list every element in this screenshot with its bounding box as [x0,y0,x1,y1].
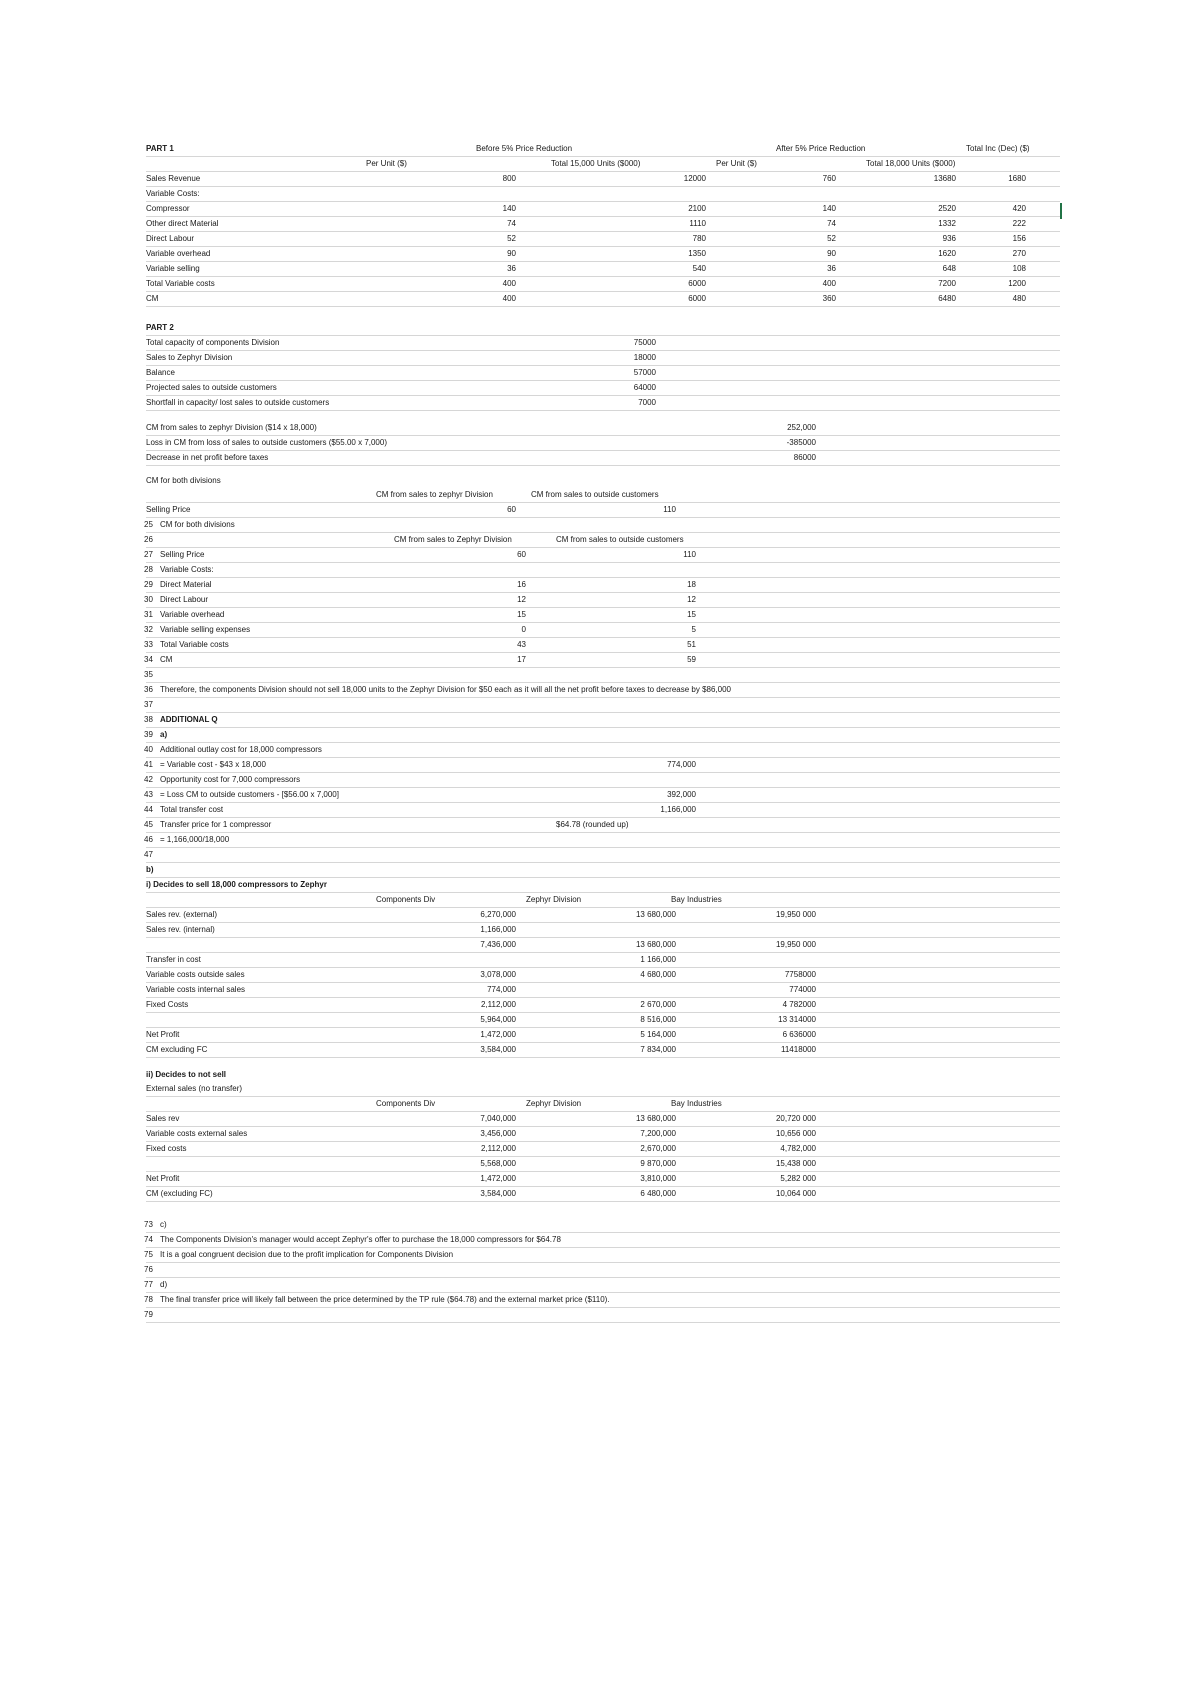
value-cell[interactable]: 19,950 000 [775,940,816,949]
row-number[interactable]: 42 [144,775,153,784]
row-label[interactable]: Decrease in net profit before taxes [146,453,269,462]
row-label[interactable]: Shortfall in capacity/ lost sales to outside customers [146,398,330,407]
value-cell[interactable]: 11418000 [781,1045,816,1054]
value-cell[interactable]: 90 [827,249,836,258]
value-cell[interactable]: 18000 [633,353,656,362]
row-number[interactable]: 33 [144,640,153,649]
row-label[interactable]: Balance [146,368,175,377]
value-cell[interactable]: 270 [1012,249,1026,258]
value-cell[interactable]: 7758000 [784,970,816,979]
value-cell[interactable]: 1350 [688,249,706,258]
row-number[interactable]: 34 [144,655,153,664]
row-label[interactable]: Projected sales to outside customers [146,383,277,392]
sheet-row[interactable] [146,893,1060,908]
value-cell[interactable]: -385000 [786,438,816,447]
sheet-row[interactable] [146,593,1060,608]
sheet-row[interactable] [146,1068,1060,1082]
value-cell[interactable]: 3,584,000 [480,1189,516,1198]
sheet-row[interactable] [146,1263,1060,1278]
row-label[interactable]: Variable selling [146,264,200,273]
sheet-row[interactable] [146,1278,1060,1293]
row-label[interactable]: CM [160,655,173,664]
value-cell[interactable]: 0 [521,625,526,634]
partb-i-title[interactable]: i) Decides to sell 18,000 compressors to Zephyr [146,880,327,889]
value-cell[interactable]: 15 [687,610,696,619]
row-label[interactable]: Net Profit [146,1174,180,1183]
value-cell[interactable]: 110 [683,550,696,559]
value-cell[interactable]: 60 [507,505,516,514]
sheet-row[interactable] [146,1293,1060,1308]
division-header[interactable]: Bay Industries [671,895,722,904]
row-number[interactable]: 31 [144,610,153,619]
value-cell[interactable]: 7000 [638,398,656,407]
row-number[interactable]: 41 [144,760,153,769]
sheet-row[interactable] [146,351,1060,366]
sheet-row[interactable] [146,788,1060,803]
value-cell[interactable]: 420 [1012,204,1026,213]
value-cell[interactable]: 13 680,000 [635,1114,676,1123]
sheet-row[interactable] [146,488,1060,503]
value-cell[interactable]: 5 164,000 [640,1030,676,1039]
cell-cursor [1060,203,1062,219]
sheet-row[interactable] [146,232,1060,247]
value-cell[interactable]: 13 680,000 [635,910,676,919]
row-label[interactable]: Other direct Material [146,219,219,228]
partb-ii-title[interactable]: ii) Decides to not sell [146,1070,227,1079]
value-cell[interactable]: 392,000 [667,790,696,799]
sheet-row[interactable] [146,277,1060,292]
value-cell[interactable]: 52 [827,234,836,243]
subheader[interactable]: Per Unit ($) [366,159,407,168]
value-cell[interactable]: 774,000 [667,760,696,769]
value-cell[interactable]: 7,436,000 [480,940,516,949]
row-number[interactable]: 47 [144,850,153,859]
sheet-row[interactable] [146,451,1060,466]
value-cell[interactable]: 75000 [633,338,656,347]
row-number[interactable]: 76 [144,1265,153,1274]
value-cell[interactable]: 12 [517,595,526,604]
row-number[interactable]: 40 [144,745,153,754]
row-label[interactable]: CM (excluding FC) [146,1189,213,1198]
sheet-row[interactable] [146,336,1060,351]
value-cell[interactable]: 20,720 000 [775,1114,816,1123]
row-label[interactable]: a) [160,730,168,739]
subheader[interactable]: Total 18,000 Units ($000) [866,159,956,168]
row-text[interactable]: d) [160,1280,168,1289]
value-cell[interactable]: 60 [517,550,526,559]
sheet-row[interactable] [146,1248,1060,1263]
sheet-row[interactable] [146,202,1060,217]
row-number[interactable]: 44 [144,805,153,814]
row-label[interactable]: Sales rev [146,1114,180,1123]
sheet-row[interactable] [146,1112,1060,1127]
row-number[interactable]: 38 [144,715,153,724]
sheet-row[interactable] [146,863,1060,878]
row-text[interactable]: The Components Division's manager would accept Zephyr's offer to purchase the 18,000 compressors for $64.78 [160,1235,561,1244]
sheet-row[interactable] [146,381,1060,396]
value-cell[interactable]: 108 [1012,264,1026,273]
division-header[interactable]: Zephyr Division [526,895,582,904]
row-label[interactable]: Sales Revenue [146,174,201,183]
value-cell[interactable]: 780 [692,234,706,243]
value-cell[interactable]: 4 782000 [782,1000,816,1009]
row-label[interactable]: Variable selling expenses [160,625,251,634]
value-cell[interactable]: 140 [822,204,836,213]
row-number[interactable]: 25 [144,520,153,529]
row-text[interactable]: c) [160,1220,167,1229]
row-number[interactable]: 74 [144,1235,153,1244]
row-label[interactable]: CM for both divisions [160,520,235,529]
subheader[interactable]: Per Unit ($) [716,159,757,168]
row-number[interactable]: 30 [144,595,153,604]
row-label[interactable]: Direct Labour [160,595,209,604]
row-text[interactable]: It is a goal congruent decision due to the profit implication for Components Division [160,1250,454,1259]
row-label[interactable]: Direct Material [160,580,212,589]
header-after[interactable]: After 5% Price Reduction [776,144,866,153]
value-cell[interactable]: 400 [502,294,516,303]
sheet-row[interactable] [146,1308,1060,1323]
partb-title[interactable]: b) [146,865,154,874]
sheet-row[interactable] [146,923,1060,938]
value-cell[interactable]: 6 636000 [782,1030,816,1039]
sheet-row[interactable] [146,848,1060,863]
row-number[interactable]: 36 [144,685,153,694]
sheet-row[interactable] [146,668,1060,683]
sheet-row[interactable] [146,436,1060,451]
row-label[interactable]: Variable costs external sales [146,1129,248,1138]
division-header[interactable]: Components Div [376,1099,436,1108]
value-cell[interactable]: 7200 [938,279,956,288]
row-number[interactable]: 28 [144,565,153,574]
value-cell[interactable]: 15,438 000 [775,1159,816,1168]
value-cell[interactable]: 4,782,000 [780,1144,816,1153]
row-label[interactable]: CM excluding FC [146,1045,208,1054]
sheet-row[interactable] [146,548,1060,563]
sheet-row[interactable] [146,878,1060,893]
value-cell[interactable]: 1,166,000 [660,805,696,814]
sheet-row[interactable] [146,773,1060,788]
row-label[interactable]: Variable costs outside sales [146,970,245,979]
value-cell[interactable]: 252,000 [787,423,816,432]
value-cell[interactable]: 7 834,000 [640,1045,676,1054]
row-number[interactable]: 29 [144,580,153,589]
cm-both-label[interactable]: CM for both divisions [146,476,221,485]
value-cell[interactable]: 12000 [683,174,706,183]
header-before[interactable]: Before 5% Price Reduction [476,144,573,153]
value-cell[interactable]: 2100 [688,204,706,213]
value-cell[interactable]: 7,200,000 [640,1129,676,1138]
row-label[interactable]: CM from sales to zephyr Division ($14 x 18,000) [146,423,317,432]
part1-title[interactable]: PART 1 [146,144,174,153]
division-header[interactable]: Bay Industries [671,1099,722,1108]
value-cell[interactable]: 760 [822,174,836,183]
row-number[interactable]: 45 [144,820,153,829]
value-cell[interactable]: 1620 [938,249,956,258]
value-cell[interactable]: 2 670,000 [640,1000,676,1009]
value-cell[interactable]: 774,000 [487,985,516,994]
sheet-row[interactable] [146,262,1060,277]
row-label[interactable]: ADDITIONAL Q [160,715,218,724]
sheet-row[interactable] [146,518,1060,533]
row-label[interactable]: Therefore, the components Division should not sell 18,000 units to the Zephyr Division for $50 each as it will all the net profit before taxes to decrease by $86,000 [160,685,731,694]
value-cell[interactable]: 6480 [938,294,956,303]
row-number[interactable]: 79 [144,1310,153,1319]
row-label[interactable]: Selling Price [146,505,191,514]
value-cell[interactable]: 57000 [633,368,656,377]
row-label[interactable]: Total Variable costs [146,279,215,288]
row-label[interactable]: Sales rev. (internal) [146,925,215,934]
value-cell[interactable]: 7,040,000 [480,1114,516,1123]
sheet-row[interactable] [146,1097,1060,1112]
value-cell[interactable]: 52 [507,234,516,243]
sheet-row[interactable] [146,758,1060,773]
sheet-row[interactable] [146,1142,1060,1157]
row-label[interactable]: Direct Labour [146,234,195,243]
sheet-row[interactable] [146,1218,1060,1233]
row-label[interactable]: Variable overhead [146,249,211,258]
row-number[interactable]: 75 [144,1250,153,1259]
value-cell[interactable]: 2,112,000 [481,1000,516,1009]
row-label[interactable]: Sales rev. (external) [146,910,217,919]
value-cell[interactable]: 6000 [688,294,706,303]
value-cell[interactable]: 1110 [689,219,706,228]
sheet-row[interactable] [146,638,1060,653]
sheet-row[interactable] [146,743,1060,758]
sheet-row[interactable] [146,172,1060,187]
value-cell[interactable]: 36 [507,264,516,273]
sheet-row[interactable] [146,623,1060,638]
row-number[interactable]: 32 [144,625,153,634]
row-label[interactable]: Variable costs internal sales [146,985,246,994]
sheet-row[interactable] [146,1028,1060,1043]
value-cell[interactable]: 5,282 000 [780,1174,816,1183]
sheet-row[interactable] [146,503,1060,518]
row-label[interactable]: = Variable cost - $43 x 18,000 [160,760,266,769]
value-cell[interactable]: 18 [687,580,696,589]
value-cell[interactable]: 2,670,000 [640,1144,676,1153]
row-number[interactable]: 39 [144,730,153,739]
value-cell[interactable]: 13 314000 [778,1015,816,1024]
value-cell[interactable]: 222 [1012,219,1026,228]
row-label[interactable]: Total transfer cost [160,805,224,814]
value-cell[interactable]: 12 [687,595,696,604]
sheet-row[interactable] [146,1082,1060,1097]
sheet-row[interactable] [146,366,1060,381]
row-number[interactable]: 78 [144,1295,153,1304]
value-cell[interactable]: 1680 [1008,174,1026,183]
sheet-row[interactable] [146,217,1060,232]
sheet-row[interactable] [146,1127,1060,1142]
row-label[interactable]: CM [146,294,159,303]
sheet-row[interactable] [146,698,1060,713]
cm-header-a[interactable]: CM from sales to zephyr Division [376,490,493,499]
value-cell[interactable]: 2,112,000 [481,1144,516,1153]
sheet-row[interactable] [146,713,1060,728]
value-cell[interactable]: 400 [502,279,516,288]
row-label[interactable]: Total capacity of components Division [146,338,280,347]
value-cell[interactable]: 64000 [633,383,656,392]
sheet-row[interactable] [146,292,1060,307]
value-cell[interactable]: 1,166,000 [480,925,516,934]
row-number[interactable]: 35 [144,670,153,679]
row-label[interactable]: Fixed Costs [146,1000,189,1009]
row-label[interactable]: Sales to Zephyr Division [146,353,233,362]
sheet-row[interactable] [146,818,1060,833]
row-label[interactable]: Total Variable costs [160,640,229,649]
row-label[interactable]: Additional outlay cost for 18,000 compressors [160,745,322,754]
row-label[interactable]: Opportunity cost for 7,000 compressors [160,775,301,784]
sheet-row[interactable] [146,608,1060,623]
sheet-row[interactable] [146,968,1060,983]
sheet-row[interactable] [146,396,1060,411]
value-cell[interactable]: 1332 [938,219,956,228]
value-cell[interactable]: 15 [517,610,526,619]
row-label[interactable]: Variable overhead [160,610,225,619]
value-cell[interactable]: 6 480,000 [640,1189,676,1198]
value-cell[interactable]: 1,472,000 [480,1174,516,1183]
value-cell[interactable]: 5,964,000 [480,1015,516,1024]
sheet-row[interactable] [146,953,1060,968]
value-cell[interactable]: 74 [827,219,836,228]
sheet-row[interactable] [146,474,1060,488]
sheet-row[interactable] [146,1043,1060,1058]
sheet-row[interactable] [146,983,1060,998]
value-cell[interactable]: 110 [663,505,676,514]
row-label[interactable]: = 1,166,000/18,000 [160,835,230,844]
value-cell[interactable]: 3,456,000 [480,1129,516,1138]
value-cell[interactable]: 59 [687,655,696,664]
sheet-row[interactable] [146,683,1060,698]
row-number[interactable]: 43 [144,790,153,799]
value-cell[interactable]: 74 [507,219,516,228]
value-cell[interactable]: 360 [822,294,836,303]
value-cell[interactable]: 86000 [793,453,816,462]
value-cell[interactable]: 10,064 000 [775,1189,816,1198]
sheet-row[interactable] [146,938,1060,953]
row-number[interactable]: 73 [144,1220,153,1229]
value-cell[interactable]: 1 166,000 [640,955,676,964]
row-label[interactable]: Compressor [146,204,190,213]
row-number[interactable]: 77 [144,1280,153,1289]
value-cell[interactable]: 19,950 000 [775,910,816,919]
row-label[interactable]: Transfer in cost [146,955,201,964]
value-cell[interactable]: 13680 [933,174,956,183]
value-cell[interactable]: 774000 [789,985,816,994]
spreadsheet [146,142,1060,1323]
value-cell[interactable]: 400 [822,279,836,288]
value-cell[interactable]: 648 [942,264,956,273]
value-cell[interactable]: CM from sales to outside customers [556,535,684,544]
value-cell[interactable]: 43 [517,640,526,649]
sheet-row[interactable] [146,653,1060,668]
row-label[interactable]: Transfer price for 1 compressor [160,820,272,829]
division-header[interactable]: Components Div [376,895,436,904]
division-header[interactable]: Zephyr Division [526,1099,582,1108]
value-cell[interactable]: 6000 [688,279,706,288]
row-number[interactable]: 46 [144,835,153,844]
sheet-row[interactable] [146,187,1060,202]
value-cell[interactable]: 800 [502,174,516,183]
sheet-row[interactable] [146,803,1060,818]
sheet-row[interactable] [146,421,1060,436]
value-cell[interactable]: CM from sales to Zephyr Division [394,535,512,544]
value-cell[interactable]: 5 [691,625,696,634]
row-number[interactable]: 27 [144,550,153,559]
sheet-row[interactable] [146,1233,1060,1248]
sheet-row[interactable] [146,1157,1060,1172]
sheet-row[interactable] [146,1013,1060,1028]
value-cell[interactable]: 3,078,000 [480,970,516,979]
header-total[interactable]: Total Inc (Dec) ($) [966,144,1030,153]
subheader[interactable]: Total 15,000 Units ($000) [551,159,641,168]
sheet-row[interactable] [146,833,1060,848]
value-cell[interactable]: 4 680,000 [640,970,676,979]
value-cell[interactable]: 1200 [1008,279,1026,288]
sheet-row[interactable] [146,247,1060,262]
row-label[interactable]: Net Profit [146,1030,180,1039]
sheet-row[interactable] [146,728,1060,743]
value-cell[interactable]: 1,472,000 [480,1030,516,1039]
row-label[interactable]: Variable Costs: [160,565,214,574]
value-cell[interactable]: 2520 [938,204,956,213]
partb-ii-sub[interactable]: External sales (no transfer) [146,1084,243,1093]
value-cell[interactable]: 90 [507,249,516,258]
value-cell[interactable]: 17 [517,655,526,664]
value-cell[interactable]: 936 [942,234,956,243]
value-cell[interactable]: $64.78 (rounded up) [556,820,629,829]
cm-header-b[interactable]: CM from sales to outside customers [531,490,659,499]
sheet-row[interactable] [146,578,1060,593]
row-label[interactable]: Loss in CM from loss of sales to outside customers ($55.00 x 7,000) [146,438,387,447]
row-label[interactable]: Fixed costs [146,1144,187,1153]
value-cell[interactable]: 480 [1012,294,1026,303]
value-cell[interactable]: 5,568,000 [480,1159,516,1168]
row-label[interactable]: = Loss CM to outside customers - [$56.00 x 7,000] [160,790,339,799]
part2-title[interactable]: PART 2 [146,323,174,332]
sheet-row[interactable] [146,908,1060,923]
value-cell[interactable]: 540 [692,264,706,273]
value-cell[interactable]: 16 [517,580,526,589]
value-cell[interactable]: 10,656 000 [775,1129,816,1138]
row-number[interactable]: 37 [144,700,153,709]
sheet-row[interactable] [146,563,1060,578]
value-cell[interactable]: 3,584,000 [480,1045,516,1054]
row-number[interactable]: 26 [144,535,153,544]
value-cell[interactable]: 9 870,000 [640,1159,676,1168]
row-label[interactable]: Selling Price [160,550,205,559]
sheet-row[interactable] [146,321,1060,336]
row-label[interactable]: Variable Costs: [146,189,200,198]
value-cell[interactable]: 36 [827,264,836,273]
value-cell[interactable]: 8 516,000 [640,1015,676,1024]
value-cell[interactable]: 51 [687,640,696,649]
sheet-row[interactable] [146,998,1060,1013]
sheet-row[interactable] [146,1172,1060,1187]
sheet-row[interactable] [146,1187,1060,1202]
value-cell[interactable]: 3,810,000 [640,1174,676,1183]
value-cell[interactable]: 6,270,000 [480,910,516,919]
row-text[interactable]: The final transfer price will likely fall between the price determined by the TP rule ($64.78) and the external market price ($110). [160,1295,610,1304]
value-cell[interactable]: 13 680,000 [635,940,676,949]
sheet-row[interactable] [146,157,1060,172]
value-cell[interactable]: 140 [502,204,516,213]
value-cell[interactable]: 156 [1012,234,1026,243]
sheet-row[interactable] [146,142,1060,157]
sheet-row[interactable] [146,533,1060,548]
